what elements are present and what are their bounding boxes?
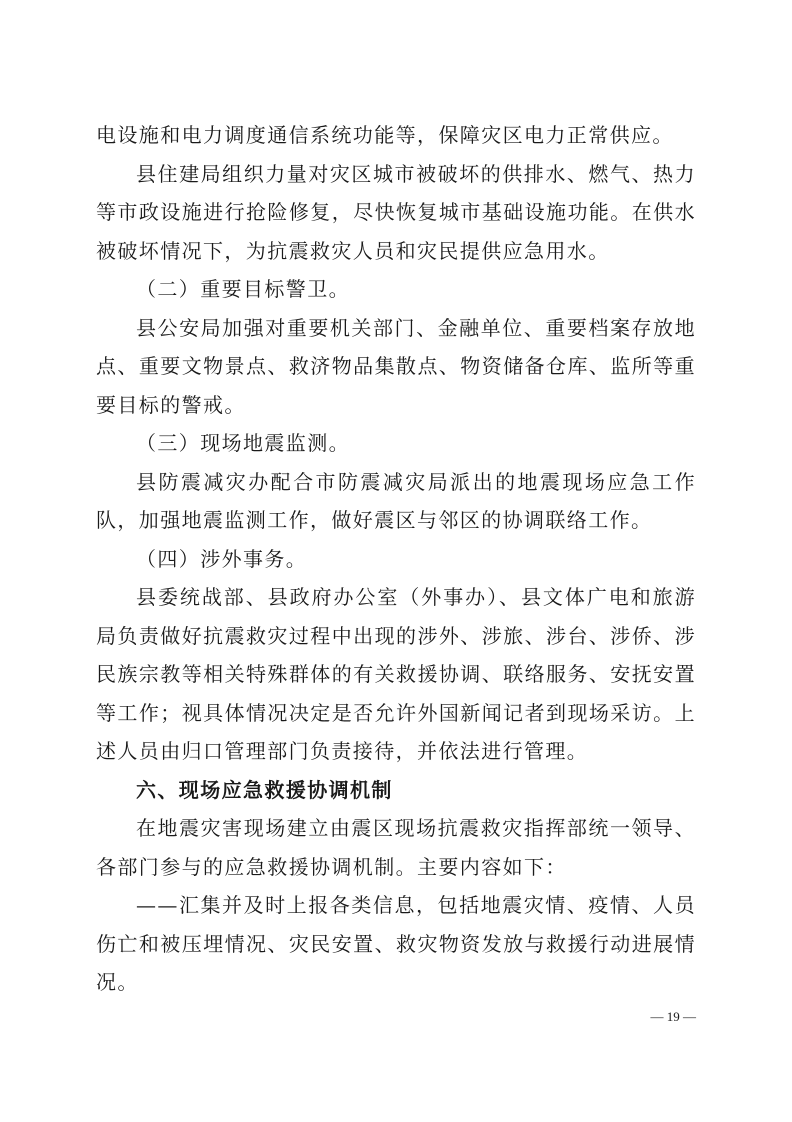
body-line: 点、重要文物景点、救济物品集散点、物资储备仓库、监所等重 <box>96 354 696 378</box>
section-heading: （四）涉外事务。 <box>136 546 308 571</box>
body-line: 各部门参与的应急救援协调机制。主要内容如下： <box>96 854 567 879</box>
body-line: 要目标的警戒。 <box>96 392 246 417</box>
body-line: 县防震减灾办配合市防震减灾局派出的地震现场应急工作 <box>136 469 696 494</box>
body-line: 等市政设施进行抢险修复，尽快恢复城市基础设施功能。在供水 <box>96 200 696 224</box>
page-number: — 19 — <box>650 1008 696 1024</box>
body-line: 况。 <box>96 970 139 994</box>
body-line: 队，加强地震监测工作，做好震区与邻区的协调联络工作。 <box>96 508 653 532</box>
section-heading: （二）重要目标警卫。 <box>136 277 350 301</box>
section-heading: （三）现场地震监测。 <box>136 431 350 455</box>
body-line: 县住建局组织力量对灾区城市被破坏的供排水、燃气、热力 <box>136 161 696 186</box>
body-line: 县委统战部、县政府办公室（外事办）、县文体广电和旅游 <box>136 585 696 609</box>
body-line: 在地震灾害现场建立由震区现场抗震救灾指挥部统一领导、 <box>136 816 696 840</box>
body-line: 伤亡和被压埋情况、灾民安置、救灾物资发放与救援行动进展情 <box>96 931 696 956</box>
body-line: 局负责做好抗震救灾过程中出现的涉外、涉旅、涉台、涉侨、涉 <box>96 623 696 648</box>
body-line: 电设施和电力调度通信系统功能等，保障灾区电力正常供应。 <box>96 123 674 147</box>
body-line: 述人员由归口管理部门负责接待，并依法进行管理。 <box>96 739 589 763</box>
body-line: ——汇集并及时上报各类信息，包括地震灾情、疫情、人员 <box>136 893 696 917</box>
body-line: 民族宗教等相关特殊群体的有关救援协调、联络服务、安抚安置 <box>96 662 696 686</box>
body-line: 被破坏情况下，为抗震救灾人员和灾民提供应急用水。 <box>96 238 610 263</box>
chapter-heading: 六、现场应急救援协调机制 <box>136 777 393 802</box>
body-line: 县公安局加强对重要机关部门、金融单位、重要档案存放地 <box>136 315 696 340</box>
body-line: 等工作；视具体情况决定是否允许外国新闻记者到现场采访。上 <box>96 700 696 725</box>
